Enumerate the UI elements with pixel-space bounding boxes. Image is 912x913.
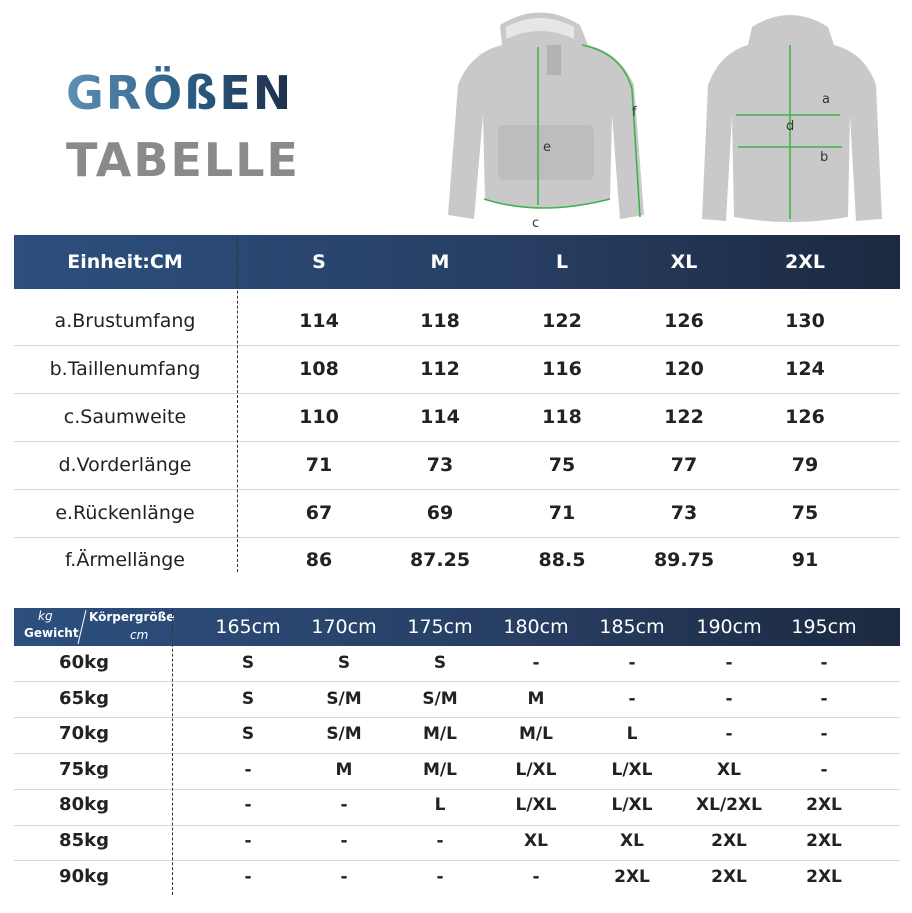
cell-value: 122 bbox=[664, 406, 704, 428]
cell-value: - bbox=[340, 831, 348, 851]
table-row bbox=[14, 393, 900, 441]
cell-value: L bbox=[434, 795, 446, 815]
cell-value: S bbox=[337, 653, 351, 673]
cell-value: - bbox=[628, 689, 636, 709]
cell-value: 86 bbox=[305, 549, 333, 571]
height-header: 195cm bbox=[791, 616, 857, 638]
cell-value: 126 bbox=[664, 310, 704, 332]
title-line-1: GRÖßEN bbox=[66, 66, 294, 120]
cell-value: M bbox=[335, 760, 353, 780]
cell-value: 124 bbox=[785, 358, 825, 380]
cell-value: 130 bbox=[785, 310, 825, 332]
cell-value: L/XL bbox=[515, 760, 557, 780]
cell-value: 2XL bbox=[711, 867, 747, 887]
table-row bbox=[14, 645, 900, 681]
table-row bbox=[14, 823, 900, 859]
corner-gewicht: Gewicht bbox=[24, 626, 79, 640]
cell-value: 122 bbox=[542, 310, 582, 332]
weight-label: 65kg bbox=[59, 688, 109, 709]
cell-value: 116 bbox=[542, 358, 582, 380]
cell-value: XL bbox=[524, 831, 548, 851]
cell-value: XL/2XL bbox=[696, 795, 762, 815]
cell-value: 118 bbox=[542, 406, 582, 428]
label-b: b bbox=[820, 150, 829, 165]
table-row bbox=[14, 345, 900, 393]
height-header: 175cm bbox=[407, 616, 473, 638]
cell-value: 73 bbox=[426, 454, 454, 476]
corner-koerpergroesse: Körpergröße bbox=[89, 610, 175, 624]
cell-value: - bbox=[820, 724, 828, 744]
size-header: S bbox=[312, 251, 326, 273]
cell-value: 118 bbox=[420, 310, 460, 332]
cell-value: - bbox=[244, 867, 252, 887]
table-row bbox=[14, 716, 900, 752]
cell-value: - bbox=[725, 653, 733, 673]
table-row bbox=[14, 536, 900, 584]
cell-value: - bbox=[820, 760, 828, 780]
cell-value: 112 bbox=[420, 358, 460, 380]
cell-value: 120 bbox=[664, 358, 704, 380]
cell-value: S/M bbox=[326, 724, 362, 744]
cell-value: - bbox=[436, 867, 444, 887]
height-header: 180cm bbox=[503, 616, 569, 638]
corner-kg: kg bbox=[38, 609, 53, 623]
cell-value: 71 bbox=[305, 454, 333, 476]
cell-value: 114 bbox=[420, 406, 460, 428]
cell-value: M bbox=[527, 689, 545, 709]
cell-value: 114 bbox=[299, 310, 339, 332]
cell-value: S/M bbox=[326, 689, 362, 709]
cell-value: 67 bbox=[305, 502, 333, 524]
cell-value: XL bbox=[717, 760, 741, 780]
cell-value: 2XL bbox=[806, 867, 842, 887]
size-header: L bbox=[555, 251, 569, 273]
row-label: f.Ärmellänge bbox=[64, 549, 185, 571]
label-d: d bbox=[786, 119, 795, 134]
cell-value: L/XL bbox=[611, 760, 653, 780]
cell-value: 69 bbox=[426, 502, 454, 524]
cell-value: S bbox=[433, 653, 447, 673]
cell-value: L/XL bbox=[611, 795, 653, 815]
cell-value: S bbox=[241, 689, 255, 709]
cell-value: XL bbox=[620, 831, 644, 851]
weight-label: 90kg bbox=[59, 866, 109, 887]
cell-value: - bbox=[820, 689, 828, 709]
cell-value: - bbox=[244, 831, 252, 851]
weight-label: 85kg bbox=[59, 830, 109, 851]
cell-value: M/L bbox=[423, 760, 457, 780]
weight-label: 80kg bbox=[59, 794, 109, 815]
label-e: e bbox=[543, 140, 551, 155]
cell-value: - bbox=[820, 653, 828, 673]
row-label: a.Brustumfang bbox=[54, 310, 196, 332]
table-row bbox=[14, 681, 900, 717]
size-header: M bbox=[430, 251, 450, 273]
cell-value: 2XL bbox=[806, 831, 842, 851]
height-header: 190cm bbox=[696, 616, 762, 638]
table-row bbox=[14, 787, 900, 823]
label-a: a bbox=[822, 92, 830, 107]
cell-value: 126 bbox=[785, 406, 825, 428]
cell-value: M/L bbox=[519, 724, 553, 744]
size-header: XL bbox=[670, 251, 698, 273]
unit-header: Einheit:CM bbox=[67, 251, 183, 273]
cell-value: 89.75 bbox=[653, 549, 715, 571]
row-label: d.Vorderlänge bbox=[58, 454, 192, 476]
cell-value: S bbox=[241, 653, 255, 673]
cell-value: 77 bbox=[670, 454, 698, 476]
weight-label: 75kg bbox=[59, 759, 109, 780]
cell-value: - bbox=[532, 867, 540, 887]
cell-value: - bbox=[725, 689, 733, 709]
column-separator bbox=[172, 609, 173, 895]
cell-value: 73 bbox=[670, 502, 698, 524]
cell-value: - bbox=[628, 653, 636, 673]
size-table-header bbox=[14, 235, 900, 289]
table-row bbox=[14, 859, 900, 895]
cell-value: - bbox=[244, 760, 252, 780]
cell-value: M/L bbox=[423, 724, 457, 744]
cell-value: 87.25 bbox=[409, 549, 471, 571]
cell-value: L/XL bbox=[515, 795, 557, 815]
cell-value: 79 bbox=[791, 454, 819, 476]
cell-value: - bbox=[340, 867, 348, 887]
cell-value: 88.5 bbox=[538, 549, 586, 571]
row-label: c.Saumweite bbox=[63, 406, 187, 428]
column-separator bbox=[237, 236, 238, 572]
label-f: f bbox=[632, 105, 637, 120]
size-header: 2XL bbox=[785, 251, 825, 273]
cell-value: 75 bbox=[548, 454, 576, 476]
cell-value: - bbox=[244, 795, 252, 815]
table-row bbox=[14, 297, 900, 345]
jacket-back-diagram bbox=[700, 5, 890, 233]
cell-value: 110 bbox=[299, 406, 339, 428]
cell-value: 2XL bbox=[806, 795, 842, 815]
cell-value: 91 bbox=[791, 549, 819, 571]
cell-value: 75 bbox=[791, 502, 819, 524]
cell-value: 2XL bbox=[711, 831, 747, 851]
height-header: 165cm bbox=[215, 616, 281, 638]
cell-value: S bbox=[241, 724, 255, 744]
cell-value: 108 bbox=[299, 358, 339, 380]
cell-value: L bbox=[626, 724, 638, 744]
cell-value: - bbox=[340, 795, 348, 815]
jacket-front-diagram bbox=[440, 5, 650, 233]
cell-value: - bbox=[532, 653, 540, 673]
cell-value: - bbox=[436, 831, 444, 851]
height-header: 185cm bbox=[599, 616, 665, 638]
table-row bbox=[14, 441, 900, 489]
cell-value: S/M bbox=[422, 689, 458, 709]
cell-value: 71 bbox=[548, 502, 576, 524]
height-header: 170cm bbox=[311, 616, 377, 638]
row-label: b.Taillenumfang bbox=[49, 358, 201, 380]
row-label: e.Rückenlänge bbox=[55, 502, 195, 524]
title-line-2: TABELLE bbox=[66, 133, 300, 187]
weight-label: 70kg bbox=[59, 723, 109, 744]
table-row bbox=[14, 489, 900, 537]
cell-value: - bbox=[725, 724, 733, 744]
table-row bbox=[14, 752, 900, 788]
corner-cm: cm bbox=[130, 628, 149, 642]
label-c: c bbox=[532, 216, 540, 231]
weight-label: 60kg bbox=[59, 652, 109, 673]
cell-value: 2XL bbox=[614, 867, 650, 887]
